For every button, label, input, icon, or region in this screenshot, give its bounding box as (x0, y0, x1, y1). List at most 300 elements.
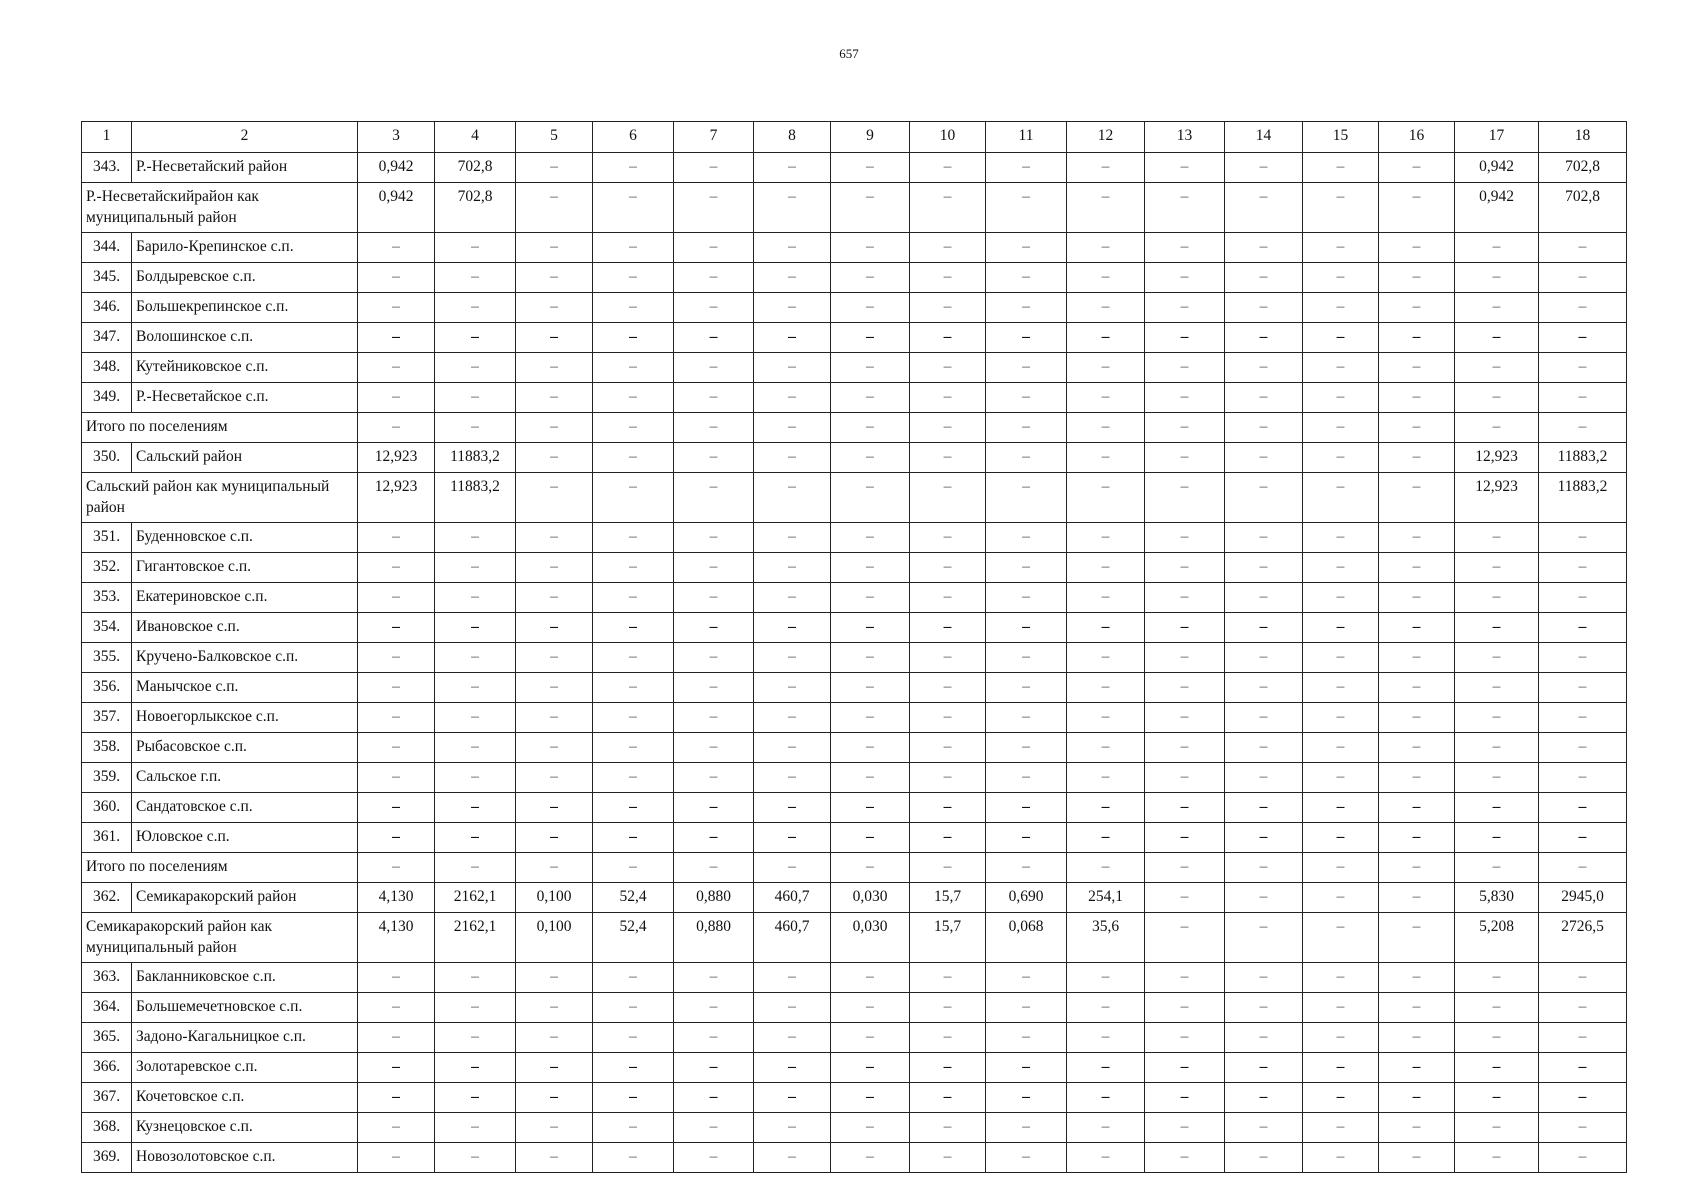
value-cell: – (674, 1143, 754, 1173)
value-cell: – (516, 233, 593, 263)
value-cell: – (1225, 1023, 1303, 1053)
value-cell: – (910, 183, 986, 233)
value-cell: – (1067, 263, 1145, 293)
value-cell: – (358, 1083, 435, 1113)
value-cell: – (516, 703, 593, 733)
value-cell: – (1455, 523, 1539, 553)
value-cell: – (1067, 643, 1145, 673)
value-cell: – (435, 793, 516, 823)
column-header-cell: 15 (1303, 122, 1379, 153)
value-cell: – (1379, 183, 1455, 233)
value-cell: – (986, 1023, 1067, 1053)
value-cell: – (754, 383, 831, 413)
value-cell: – (1225, 353, 1303, 383)
value-cell: – (831, 323, 910, 353)
table-header-row (82, 122, 1627, 153)
value-cell: – (1145, 1023, 1225, 1053)
value-cell: – (435, 823, 516, 853)
row-number-cell: 351. (82, 523, 132, 553)
value-cell: – (1225, 993, 1303, 1023)
value-cell: – (831, 1053, 910, 1083)
value-cell: – (435, 643, 516, 673)
value-cell: 702,8 (1539, 183, 1627, 233)
value-cell: – (986, 413, 1067, 443)
value-cell: – (1303, 1053, 1379, 1083)
row-name-cell: Сальское г.п. (132, 763, 358, 793)
value-cell: 12,923 (1455, 473, 1539, 523)
value-cell: – (754, 613, 831, 643)
value-cell: – (1067, 793, 1145, 823)
value-cell: – (593, 673, 674, 703)
value-cell: – (910, 293, 986, 323)
value-cell: – (358, 353, 435, 383)
value-cell: 0,690 (986, 883, 1067, 913)
value-cell: – (435, 413, 516, 443)
value-cell: – (986, 353, 1067, 383)
value-cell: – (1225, 963, 1303, 993)
value-cell: 5,208 (1455, 913, 1539, 963)
table-summary-row (82, 853, 1627, 883)
value-cell: – (358, 763, 435, 793)
value-cell: – (1379, 853, 1455, 883)
value-cell: – (1303, 413, 1379, 443)
row-number-cell: 356. (82, 673, 132, 703)
row-number-cell: 355. (82, 643, 132, 673)
value-cell: – (1303, 1113, 1379, 1143)
value-cell: – (831, 673, 910, 703)
value-cell: – (986, 613, 1067, 643)
value-cell: – (1145, 733, 1225, 763)
value-cell: – (593, 703, 674, 733)
value-cell: – (754, 443, 831, 473)
value-cell: – (831, 523, 910, 553)
table-row (82, 823, 1627, 853)
column-header-cell: 12 (1067, 122, 1145, 153)
value-cell: 12,923 (358, 473, 435, 523)
value-cell: – (358, 383, 435, 413)
table-row (82, 523, 1627, 553)
value-cell: – (435, 673, 516, 703)
row-name-cell: Сальский район (132, 443, 358, 473)
value-cell: – (1455, 553, 1539, 583)
value-cell: – (754, 853, 831, 883)
value-cell: – (1225, 443, 1303, 473)
value-cell: – (910, 963, 986, 993)
value-cell: – (1145, 263, 1225, 293)
column-header-cell: 11 (986, 122, 1067, 153)
value-cell: – (986, 643, 1067, 673)
column-header-cell: 7 (674, 122, 754, 153)
value-cell: – (358, 853, 435, 883)
value-cell: – (358, 293, 435, 323)
value-cell: – (986, 1143, 1067, 1173)
value-cell: – (754, 963, 831, 993)
value-cell: 460,7 (754, 883, 831, 913)
row-name-cell: Бакланниковское с.п. (132, 963, 358, 993)
value-cell: – (1455, 1083, 1539, 1113)
value-cell: – (1455, 353, 1539, 383)
value-cell: 0,942 (1455, 153, 1539, 183)
value-cell: – (1145, 443, 1225, 473)
value-cell: – (1303, 443, 1379, 473)
value-cell: – (674, 763, 754, 793)
row-name-cell: Новозолотовское с.п. (132, 1143, 358, 1173)
row-number-cell: 363. (82, 963, 132, 993)
column-header-cell: 9 (831, 122, 910, 153)
value-cell: – (1539, 353, 1627, 383)
value-cell: – (1379, 673, 1455, 703)
table-row (82, 323, 1627, 353)
value-cell: – (1455, 583, 1539, 613)
value-cell: – (754, 703, 831, 733)
value-cell: – (1379, 1023, 1455, 1053)
value-cell: – (1225, 883, 1303, 913)
value-cell: 35,6 (1067, 913, 1145, 963)
row-name-cell: Большемечетновское с.п. (132, 993, 358, 1023)
value-cell: – (1539, 1053, 1627, 1083)
value-cell: – (516, 353, 593, 383)
value-cell: – (674, 1023, 754, 1053)
table-row (82, 233, 1627, 263)
value-cell: – (1145, 963, 1225, 993)
value-cell: – (910, 703, 986, 733)
value-cell: – (910, 613, 986, 643)
column-header-cell: 6 (593, 122, 674, 153)
value-cell: – (986, 553, 1067, 583)
value-cell: – (1145, 673, 1225, 703)
row-number-cell: 347. (82, 323, 132, 353)
value-cell: 702,8 (435, 153, 516, 183)
row-number-cell: 368. (82, 1113, 132, 1143)
column-header-cell: 8 (754, 122, 831, 153)
value-cell: – (1145, 583, 1225, 613)
value-cell: – (910, 383, 986, 413)
table-row (82, 643, 1627, 673)
value-cell: 11883,2 (1539, 443, 1627, 473)
value-cell: – (1539, 413, 1627, 443)
value-cell: – (1379, 963, 1455, 993)
value-cell: – (754, 793, 831, 823)
row-title-cell: Семикаракорский район как муниципальный район (82, 913, 358, 963)
value-cell: – (754, 993, 831, 1023)
value-cell: – (910, 643, 986, 673)
value-cell: 2162,1 (435, 883, 516, 913)
value-cell: – (1067, 553, 1145, 583)
value-cell: – (831, 1023, 910, 1053)
value-cell: – (1225, 1113, 1303, 1143)
column-header-cell: 17 (1455, 122, 1539, 153)
value-cell: – (674, 993, 754, 1023)
value-cell: – (358, 233, 435, 263)
value-cell: – (593, 183, 674, 233)
value-cell: – (1303, 323, 1379, 353)
value-cell: – (831, 383, 910, 413)
value-cell: – (1067, 383, 1145, 413)
value-cell: – (1303, 853, 1379, 883)
value-cell: – (910, 263, 986, 293)
value-cell: – (1303, 383, 1379, 413)
value-cell: – (1145, 473, 1225, 523)
value-cell: 0,100 (516, 913, 593, 963)
value-cell: – (435, 703, 516, 733)
row-name-cell: Болдыревское с.п. (132, 263, 358, 293)
value-cell: – (910, 153, 986, 183)
value-cell: – (435, 553, 516, 583)
value-cell: – (754, 1083, 831, 1113)
value-cell: – (1379, 523, 1455, 553)
row-name-cell: Юловское с.п. (132, 823, 358, 853)
table-row (82, 883, 1627, 913)
value-cell: – (1145, 993, 1225, 1023)
value-cell: – (1225, 553, 1303, 583)
value-cell: – (1067, 963, 1145, 993)
value-cell: – (754, 1143, 831, 1173)
value-cell: – (1455, 673, 1539, 703)
value-cell: – (435, 1053, 516, 1083)
value-cell: – (986, 153, 1067, 183)
value-cell: – (986, 733, 1067, 763)
value-cell: – (1379, 353, 1455, 383)
value-cell: – (986, 293, 1067, 323)
value-cell: – (1455, 413, 1539, 443)
value-cell: – (1303, 473, 1379, 523)
value-cell: – (1225, 673, 1303, 703)
value-cell: – (1539, 293, 1627, 323)
row-number-cell: 367. (82, 1083, 132, 1113)
value-cell: – (1225, 583, 1303, 613)
table-row (82, 443, 1627, 473)
row-number-cell: 345. (82, 263, 132, 293)
row-number-cell: 362. (82, 883, 132, 913)
value-cell: – (831, 293, 910, 323)
value-cell: – (674, 823, 754, 853)
value-cell: – (1225, 1143, 1303, 1173)
value-cell: – (593, 1143, 674, 1173)
value-cell: – (1379, 473, 1455, 523)
value-cell: – (986, 383, 1067, 413)
value-cell: – (435, 993, 516, 1023)
table-row (82, 1143, 1627, 1173)
row-name-cell: Барило-Крепинское с.п. (132, 233, 358, 263)
table-row (82, 703, 1627, 733)
value-cell: – (674, 383, 754, 413)
value-cell: 2945,0 (1539, 883, 1627, 913)
value-cell: – (674, 353, 754, 383)
value-cell: – (674, 1053, 754, 1083)
value-cell: – (1379, 293, 1455, 323)
value-cell: – (435, 1083, 516, 1113)
value-cell: – (516, 293, 593, 323)
value-cell: – (593, 263, 674, 293)
column-header-cell: 10 (910, 122, 986, 153)
value-cell: – (1455, 823, 1539, 853)
value-cell: – (1145, 613, 1225, 643)
column-header-cell: 2 (132, 122, 358, 153)
table-row (82, 153, 1627, 183)
value-cell: – (986, 963, 1067, 993)
value-cell: – (1067, 443, 1145, 473)
value-cell: – (1379, 1053, 1455, 1083)
value-cell: – (754, 763, 831, 793)
value-cell: – (1145, 523, 1225, 553)
value-cell: – (1539, 613, 1627, 643)
value-cell: – (674, 853, 754, 883)
value-cell: – (516, 1143, 593, 1173)
value-cell: – (986, 823, 1067, 853)
value-cell: 0,068 (986, 913, 1067, 963)
value-cell: – (1455, 1023, 1539, 1053)
value-cell: – (435, 733, 516, 763)
value-cell: – (1379, 823, 1455, 853)
value-cell: – (754, 1113, 831, 1143)
value-cell: – (1145, 643, 1225, 673)
value-cell: – (516, 323, 593, 353)
value-cell: – (986, 263, 1067, 293)
value-cell: – (516, 823, 593, 853)
value-cell: – (831, 793, 910, 823)
value-cell: – (1067, 153, 1145, 183)
value-cell: – (1539, 1023, 1627, 1053)
value-cell: – (516, 673, 593, 703)
value-cell: – (1067, 763, 1145, 793)
value-cell: – (674, 703, 754, 733)
value-cell: – (358, 793, 435, 823)
value-cell: 12,923 (1455, 443, 1539, 473)
value-cell: – (910, 233, 986, 263)
value-cell: – (1145, 793, 1225, 823)
value-cell: – (754, 153, 831, 183)
value-cell: – (754, 353, 831, 383)
value-cell: – (1067, 1143, 1145, 1173)
value-cell: – (1067, 323, 1145, 353)
table-row (82, 993, 1627, 1023)
value-cell: – (1145, 1113, 1225, 1143)
value-cell: – (910, 673, 986, 703)
value-cell: 4,130 (358, 913, 435, 963)
table-row (82, 353, 1627, 383)
value-cell: – (516, 963, 593, 993)
value-cell: – (593, 613, 674, 643)
value-cell: – (1145, 1143, 1225, 1173)
value-cell: – (754, 293, 831, 323)
value-cell: – (1455, 323, 1539, 353)
row-number-cell: 365. (82, 1023, 132, 1053)
table-row (82, 1083, 1627, 1113)
value-cell: – (1145, 763, 1225, 793)
row-number-cell: 348. (82, 353, 132, 383)
row-number-cell: 369. (82, 1143, 132, 1173)
value-cell: – (593, 153, 674, 183)
value-cell: – (1067, 233, 1145, 263)
value-cell: – (1379, 323, 1455, 353)
value-cell: – (1067, 1083, 1145, 1113)
value-cell: – (593, 1083, 674, 1113)
value-cell: – (1145, 293, 1225, 323)
value-cell: – (1145, 353, 1225, 383)
value-cell: – (910, 443, 986, 473)
value-cell: – (516, 643, 593, 673)
value-cell: – (516, 183, 593, 233)
value-cell: – (593, 1053, 674, 1083)
row-name-cell: Кутейниковское с.п. (132, 353, 358, 383)
value-cell: – (1379, 263, 1455, 293)
row-number-cell: 366. (82, 1053, 132, 1083)
value-cell: – (1539, 763, 1627, 793)
value-cell: – (1145, 883, 1225, 913)
value-cell: – (1303, 1143, 1379, 1173)
value-cell: – (1225, 413, 1303, 443)
value-cell: – (754, 673, 831, 703)
value-cell: – (1539, 703, 1627, 733)
value-cell: – (1455, 993, 1539, 1023)
value-cell: – (986, 1053, 1067, 1083)
value-cell: 2726,5 (1539, 913, 1627, 963)
value-cell: – (1067, 353, 1145, 383)
value-cell: – (1379, 1143, 1455, 1173)
value-cell: – (1225, 523, 1303, 553)
value-cell: – (435, 583, 516, 613)
table-row (82, 1053, 1627, 1083)
value-cell: – (910, 1023, 986, 1053)
column-header-cell: 3 (358, 122, 435, 153)
value-cell: – (910, 793, 986, 823)
value-cell: – (1303, 733, 1379, 763)
value-cell: – (1145, 703, 1225, 733)
value-cell: – (516, 153, 593, 183)
value-cell: – (1225, 823, 1303, 853)
value-cell: – (516, 413, 593, 443)
value-cell: – (986, 183, 1067, 233)
value-cell: – (516, 473, 593, 523)
value-cell: – (1379, 763, 1455, 793)
value-cell: – (516, 553, 593, 583)
row-name-cell: Ивановское с.п. (132, 613, 358, 643)
value-cell: – (1539, 793, 1627, 823)
value-cell: – (674, 673, 754, 703)
value-cell: – (831, 643, 910, 673)
value-cell: – (1303, 183, 1379, 233)
value-cell: – (516, 763, 593, 793)
value-cell: – (1067, 473, 1145, 523)
value-cell: – (1379, 443, 1455, 473)
value-cell: – (754, 523, 831, 553)
table-row (82, 963, 1627, 993)
value-cell: – (986, 523, 1067, 553)
value-cell: – (516, 793, 593, 823)
value-cell: 0,880 (674, 913, 754, 963)
value-cell: – (593, 963, 674, 993)
value-cell: – (674, 553, 754, 583)
row-title-cell: Итого по поселениям (82, 853, 358, 883)
row-name-cell: Кручено-Балковское с.п. (132, 643, 358, 673)
value-cell: – (1455, 613, 1539, 643)
value-cell: – (1145, 183, 1225, 233)
value-cell: – (986, 763, 1067, 793)
value-cell: – (1379, 233, 1455, 263)
value-cell: – (831, 763, 910, 793)
value-cell: – (1455, 383, 1539, 413)
value-cell: – (1303, 523, 1379, 553)
value-cell: – (1455, 293, 1539, 323)
value-cell: – (910, 1083, 986, 1113)
value-cell: – (674, 1083, 754, 1113)
value-cell: – (910, 1113, 986, 1143)
value-cell: – (1379, 553, 1455, 583)
value-cell: 0,942 (1455, 183, 1539, 233)
value-cell: – (358, 583, 435, 613)
value-cell: – (1539, 733, 1627, 763)
value-cell: – (674, 643, 754, 673)
